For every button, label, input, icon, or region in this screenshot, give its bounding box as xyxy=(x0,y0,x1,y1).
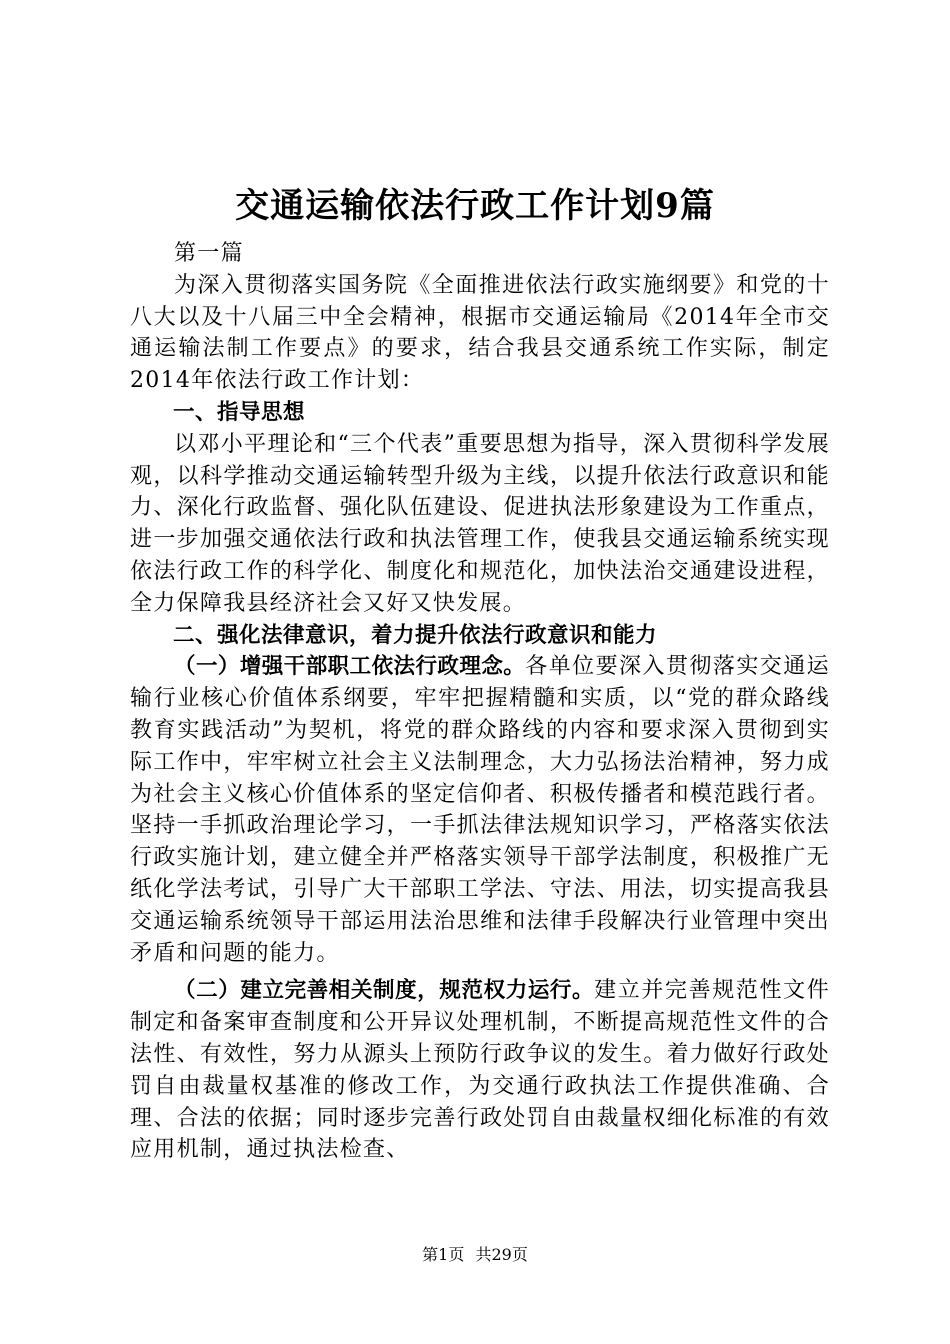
document-title: 交通运输依法行政工作计划9篇 xyxy=(235,186,715,226)
page-number: 第1页 xyxy=(422,1245,465,1264)
subsection-2-paragraph xyxy=(130,975,830,1166)
guiding-thought-paragraph: 以邓小平理论和“三个代表”重要思想为指导，深入贯彻科学发展观，以科学推动交通运输转型升级为主线，以提升依法行政意识和能力、深化行政监督、强化队伍建设、促进执法形象建设为工作重点，进一步加强交通依法行政和执法管理工作，使我县交通运输系统实现依法行政工作的科学化、制度化和规范化，加快法治交通建设进程，全力保障我县经济社会又好又快发展。 xyxy=(130,431,830,616)
section-label: 第一篇 xyxy=(174,241,244,266)
subsection-2-text: 建立并完善规范性文件制定和备案审查制度和公开异议处理机制，不断提高规范性文件的合法性、有效性，努力从源头上预防行政争议的发生。着力做好行政处罚自由裁量权基准的修改工作，为交通行政执法工作提供准确、合理、合法的依据；同时逐步完善行政处罚自由裁量权细化标准的有效应用机制，通过执法检查、 xyxy=(130,978,830,1163)
intro-paragraph: 为深入贯彻落实国务院《全面推进依法行政实施纲要》和党的十八大以及十八届三中全会精神，根据市交通运输局《2014年全市交通运输法制工作要点》的要求，结合我县交通系统工作实际，制定2014年依法行政工作计划： xyxy=(130,272,830,394)
page-footer xyxy=(0,1244,950,1266)
subsection-2-title: （二）建立完善相关制度，规范权力运行。 xyxy=(174,978,595,1004)
page-total: 共29页 xyxy=(475,1245,528,1264)
subsection-1-title: （一）增强干部职工依法行政理念。 xyxy=(174,654,526,680)
document-body xyxy=(130,238,830,1166)
subsection-1-text: 各单位要深入贯彻落实交通运输行业核心价值体系纲要，牢牢把握精髓和实质，以“党的群众路线教育实践活动”为契机，将党的群众路线的内容和要求深入贯彻到实际工作中，牢牢树立社会主义法制理念，大力弘扬法治精神，努力成为社会主义核心价值体系的坚定信仰者、积极传播者和模范践行者。坚持一手抓政治理论学习，一手抓法律法规知识学习，严格落实依法行政实施计划，建立健全并严格落实领导干部学法制度，积极推广无纸化学法考试，引导广大干部职工学法、守法、用法，切实提高我县交通运输系统领导干部运用法治思维和法律手段解决行业管理中突出矛盾和问题的能力。 xyxy=(130,654,830,966)
heading-legal-awareness: 二、强化法律意识，着力提升依法行政意识和能力 xyxy=(173,622,658,648)
subsection-1-paragraph xyxy=(130,651,830,969)
heading-guiding-thought: 一、指导思想 xyxy=(173,399,306,425)
